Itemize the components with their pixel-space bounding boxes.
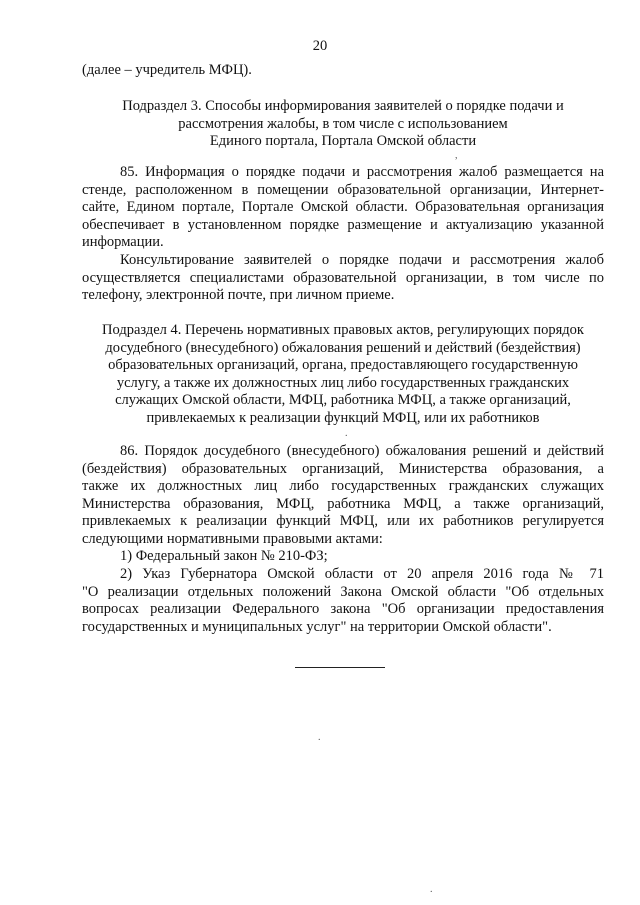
paragraph-line: 85. Информация о порядке подачи и рассмотрения жалоб размещается на [120, 164, 604, 180]
subsection-3-heading [82, 98, 604, 151]
paragraph-line: (бездействия) образовательных организаций, Министерства образования, а [82, 460, 604, 477]
heading-line: привлекаемых к реализации функций МФЦ, или их работников [146, 409, 540, 426]
list-item-line: вопросах реализации Федерального закона "Об организации предоставления [82, 601, 604, 617]
heading-line: Подраздел 3. Способы информирования заявителей о порядке подачи и [122, 98, 564, 114]
paragraph-line: следующими нормативными правовыми актами: [82, 530, 383, 547]
paragraph-consultation [82, 252, 604, 305]
paragraph-line: обеспечивает в установленном порядке размещение и актуализацию указанной [82, 216, 604, 233]
list-item-text: 1) Федеральный закон № 210-ФЗ; [120, 548, 328, 564]
paragraph-line: привлекаемых к реализации функций МФЦ, или их работников регулируется [82, 513, 604, 529]
heading-line: служащих Омской области, МФЦ, работника МФЦ, а также организаций, [115, 392, 571, 408]
list-item-line: государственных и муниципальных услуг" на территории Омской области". [82, 618, 552, 635]
paragraph-line: 86. Порядок досудебного (внесудебного) обжалования решений и действий [120, 443, 604, 459]
intro-line [82, 62, 604, 80]
paragraph-line: также их должностных лиц либо государственных гражданских служащих [82, 478, 604, 494]
scan-speck: . [318, 732, 321, 743]
page-number: 20 [312, 38, 328, 54]
paragraph-85 [82, 164, 604, 252]
scan-speck: . [345, 428, 348, 439]
heading-line: рассмотрения жалобы, в том числе с использованием [178, 115, 508, 132]
paragraph-line: сайте, Едином портале, Портале Омской области. Образовательная организация [82, 199, 604, 215]
paragraph-line: информации. [82, 234, 164, 250]
intro-text: (далее – учредитель МФЦ). [82, 62, 252, 78]
heading-line: Подраздел 4. Перечень нормативных правовых актов, регулирующих порядок [102, 322, 584, 338]
paragraph-line: телефону, электронной почте, при личном приеме. [82, 287, 395, 303]
paragraph-line: Консультирование заявителей о порядке подачи и рассмотрения жалоб [120, 252, 604, 268]
list-item-line: 2) Указ Губернатора Омской области от 20 апреля 2016 года № 71 [120, 566, 604, 582]
list-item-2 [82, 566, 604, 636]
scan-speck: . [430, 884, 433, 895]
heading-line: досудебного (внесудебного) обжалования решений и действий (бездействия) [105, 339, 581, 356]
subsection-4-heading [82, 322, 604, 427]
paragraph-86 [82, 443, 604, 548]
scan-speck: , [455, 150, 458, 161]
paragraph-line: осуществляется специалистами образовательной организации, в том числе по [82, 269, 604, 286]
paragraph-line: стенде, расположенном в помещении образовательной организации, Интернет- [82, 181, 604, 198]
heading-line: услугу, а также их должностных лиц либо государственных гражданских [116, 374, 570, 391]
closing-divider [295, 667, 385, 668]
heading-line: образовательных организаций, органа, предоставляющего государственную [108, 357, 578, 373]
list-item-1 [82, 548, 604, 566]
list-item-line: "О реализации отдельных положений Закона Омской области "Об отдельных [82, 583, 604, 600]
paragraph-line: Министерства образования, МФЦ, работника МФЦ, а также организаций, [82, 495, 604, 512]
heading-line: Единого портала, Портала Омской области [209, 133, 477, 149]
